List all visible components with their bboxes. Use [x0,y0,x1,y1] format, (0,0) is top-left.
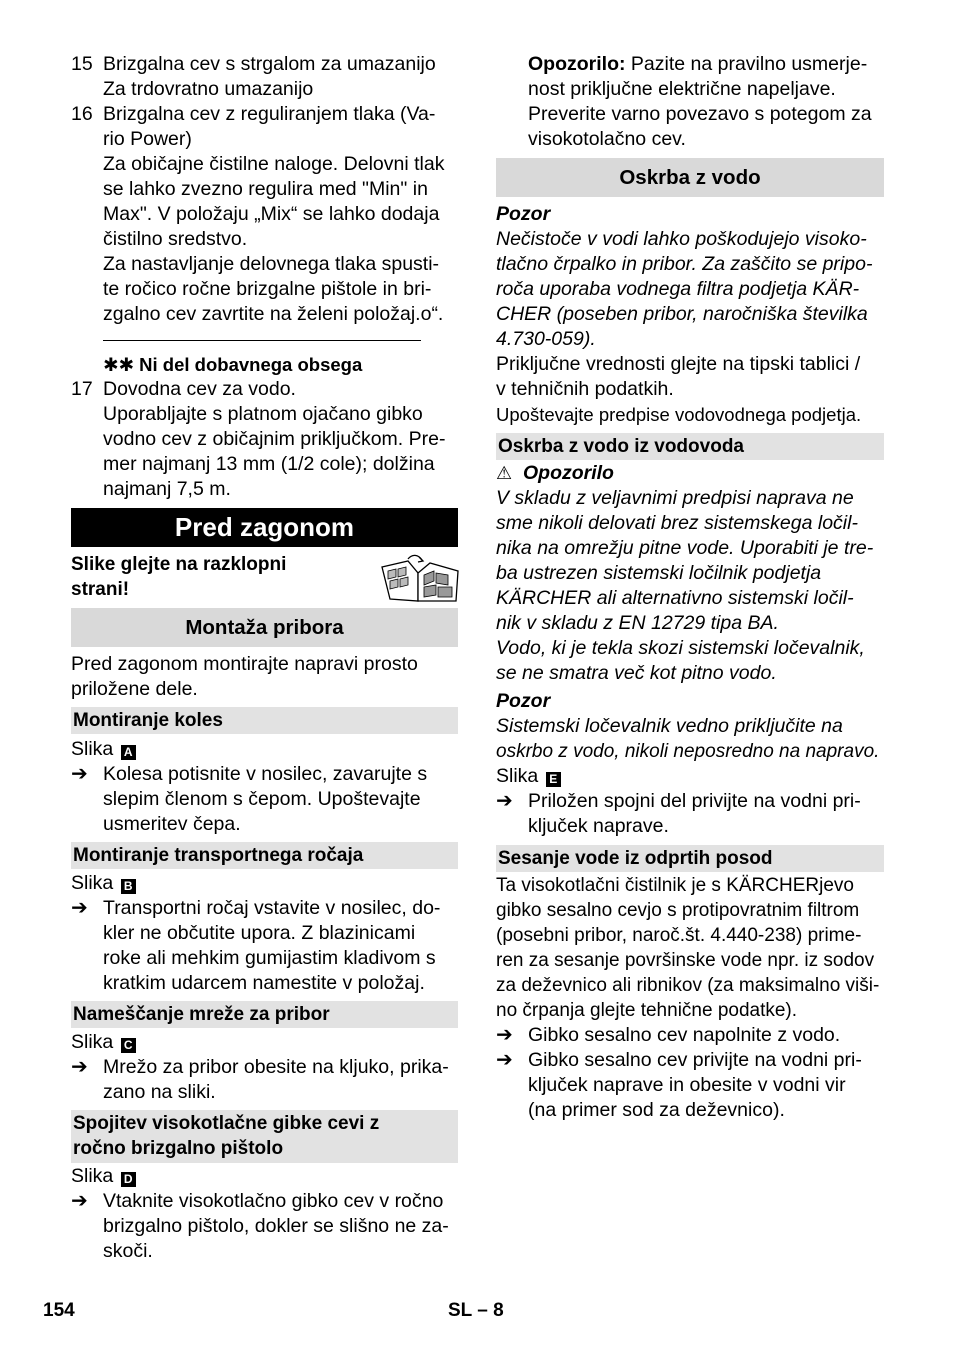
item-text: zgalno cev zavrtite na želeni položaj.o“. [103,303,444,325]
figure-letter-badge: B [121,879,136,894]
figure-ref-label: Slika [71,872,114,894]
instruction-line: kratkim udarcem namestite v položaj. [103,972,425,994]
arrow-right-icon: ➔ [496,1024,513,1046]
paragraph-line: gibko sesalno cevjo s protipovratnim filtrom [496,900,860,921]
paragraph-line: Pazite na pravilno usmerje- [630,53,868,75]
footnote-note [103,352,362,377]
item-text: Max". V položaju „Mix“ se lahko dodaja [103,203,440,225]
opozorilo-block-2 [496,461,873,686]
instruction-line: zano na sliki. [103,1081,216,1103]
item-text: vodno cev z običajnim priključkom. Pre- [103,428,446,450]
page-number: 154 [43,1300,75,1321]
figure-letter-badge: A [121,745,136,760]
item-text: Za običajne čistilne naloge. Delovni tlak [103,153,445,175]
figure-ref-b [71,871,136,896]
footnote-text: Ni del dobavnega obsega [139,354,363,375]
figure-ref-label: Slika [71,1165,114,1187]
heading-text: Spojitev visokotlačne gibke cevi z [73,1113,380,1134]
instruction-item [71,1189,449,1264]
instruction-line: roke ali mehkim gumijastim kladivom s [103,947,436,969]
paragraph-line: se ne smatra več kot pitno vodo. [496,662,777,684]
heading-montiranje-koles [71,707,458,734]
paragraph-line: CHER (poseben pribor, naročniška številka [496,303,868,325]
item-text: Za nastavljanje delovnega tlaka spusti- [103,253,440,275]
figure-letter-badge: C [121,1038,136,1053]
page-footer-label [448,1298,504,1323]
paragraph-line: 4.730-059). [496,328,596,350]
item-text: se lahko zvezno regulira med "Min" in [103,178,428,200]
heading-text: Montiranje transportnega ročaja [73,845,364,866]
instruction-item [496,1023,840,1048]
item-text: mer najmanj 13 mm (1/2 cole); dolžina [103,453,435,475]
pozor-block-1 [496,202,872,352]
instruction-item [496,1048,862,1123]
instruction-line: Gibko sesalno cev napolnite z vodo. [528,1024,841,1046]
item-text: te ročico ročne brizgalne pištole in bri- [103,278,432,300]
arrow-right-icon: ➔ [71,763,88,785]
instruction-line: kler ne občutite upora. Z blazinicami [103,922,416,944]
instruction-line: Gibko sesalno cev privijte na vodni pri- [528,1049,862,1071]
instruction-line: Priložen spojni del privijte na vodni pri- [528,790,861,812]
instruction-line: usmeritev čepa. [103,813,241,835]
see-pictures-note [71,552,286,602]
list-item-16 [71,102,458,327]
heading-sesanje [496,845,884,872]
heading-spojitev [71,1110,458,1163]
prikljucne-vrednosti [496,352,860,402]
instruction-line: brizgalno pištolo, dokler se slišno ne za- [103,1215,449,1237]
subsection-title: Montaža pribora [185,616,344,639]
paragraph-line: no črpanja glejte tehnične podatke). [496,1000,798,1021]
montaza-intro [71,652,418,702]
figure-ref-e [496,764,561,789]
figure-ref-label: Slika [496,765,539,787]
item-text: čistilno sredstvo. [103,228,248,250]
heading-text: Nameščanje mreže za pribor [73,1004,330,1025]
heading-montiranje-rocaja [71,842,458,869]
instruction-line: Mrežo za pribor obesite na kljuko, prika- [103,1056,449,1078]
separator-line [103,340,421,341]
note-line: strani! [71,579,130,600]
paragraph-line: roča uporaba vodnega filtra podjetja KÄR- [496,278,860,300]
list-item-17 [71,377,458,502]
paragraph-line: Nečistoče v vodi lahko poškodujejo visoko- [496,228,867,250]
open-manual-icon [378,553,460,605]
instruction-line: slepim členom s čepom. Upoštevajte [103,788,421,810]
paragraph-line: ren za sesanje površinske vode npr. iz sodov [496,950,875,971]
upostevajte-note [496,402,861,427]
instruction-item [71,896,440,996]
instruction-item [71,762,427,837]
paragraph-line: (posebni pribor, naroč.št. 4.440-238) prime- [496,925,862,946]
item-text: Za trdovratno umazanijo [103,78,314,100]
subsection-bar-montaza [71,608,458,647]
figure-letter-badge: E [546,772,561,787]
paragraph-line: Pred zagonom montirajte napravi prosto [71,653,418,675]
section-title: Pred zagonom [174,512,355,542]
arrow-right-icon: ➔ [71,1190,88,1212]
warning-triangle-icon: ⚠ [496,463,513,483]
figure-ref-label: Slika [71,1031,114,1053]
instruction-line: (na primer sod za deževnico). [528,1099,785,1121]
instruction-item [71,1055,449,1105]
section-page-number: 8 [493,1300,504,1321]
paragraph-line: Vodo, ki je tekla skozi sistemski ločevalnik, [496,637,865,659]
figure-ref-d [71,1164,136,1189]
paragraph-line: tlačno črpalko in pribor. Za zaščito se pripo- [496,253,873,275]
item-text: Uporabljajte s platnom ojačano gibko [103,403,423,425]
arrow-right-icon: ➔ [496,1049,513,1071]
item-text: Brizgalna cev s strgalom za umazanijo [103,53,436,75]
figure-ref-label: Slika [71,738,114,760]
paragraph-line: oskrbo z vodo, nikoli neposredno na napravo. [496,741,880,762]
language-code: SL [448,1300,472,1321]
item-text: Dovodna cev za vodo. [103,378,296,400]
list-item-15 [71,52,458,102]
warning-label: Opozorilo: [528,53,626,75]
paragraph-line: V skladu z veljavnimi predpisi naprava ne [496,487,854,509]
paragraph-line: Upoštevajte predpise vodovodnega podjetja. [496,404,862,425]
sesanje-paragraph [496,873,879,1023]
item-text: rio Power) [103,128,192,150]
paragraph-line: Ta visokotlačni čistilnik je s KÄRCHERjevo [496,875,854,896]
heading-text: Montiranje koles [73,710,223,731]
subsection-title: Oskrba z vodo [619,166,761,189]
opozorilo-block [528,52,872,152]
paragraph-line: nost priključne električne napeljave. [528,78,836,100]
instruction-item [496,789,861,839]
double-star-icon: ✱✱ [103,354,135,375]
heading-text: ročno brizgalno pištolo [73,1138,284,1159]
heading-namescanje-mreze [71,1001,458,1028]
paragraph-line: ba ustrezen sistemski ločilnik podjetja [496,562,822,584]
pozor-block-2 [496,689,879,764]
item-number: 17 [71,378,93,400]
arrow-right-icon: ➔ [496,790,513,812]
footer-separator: – [477,1300,488,1321]
instruction-line: Transportni ročaj vstavite v nosilec, do- [103,897,441,919]
paragraph-line: Sistemski ločevalnik vedno priključite na [496,715,843,737]
instruction-line: Kolesa potisnite v nosilec, zavarujte s [103,763,428,785]
instruction-line: ključek naprave. [528,815,669,837]
paragraph-line: nik v skladu z EN 12729 tipa BA. [496,612,779,634]
paragraph-line: priložene dele. [71,678,198,700]
heading-text: Sesanje vode iz odprtih posod [498,848,773,869]
paragraph-line: Preverite varno povezavo s potegom za [528,103,872,125]
arrow-right-icon: ➔ [71,897,88,919]
paragraph-line: sme nikoli delovati brez sistemskega ločil- [496,512,858,534]
subsection-bar-oskrba [496,158,884,197]
item-number: 16 [71,103,93,125]
section-title-bar [71,508,458,547]
heading-text: Oskrba z vodo iz vodovoda [498,436,744,457]
paragraph-line: Priključne vrednosti glejte na tipski tablici / [496,353,861,375]
paragraph-line: nika na omrežju pitne vode. Uporabiti je tre- [496,537,874,559]
instruction-line: Vtaknite visokotlačno gibko cev v ročno [103,1190,444,1212]
item-text: najmanj 7,5 m. [103,478,231,500]
instruction-line: skoči. [103,1240,153,1262]
warning-label: Opozorilo [522,462,614,484]
figure-ref-c [71,1030,136,1055]
caution-label: Pozor [496,690,551,712]
note-line: Slike glejte na razklopni [71,554,287,575]
figure-ref-a [71,737,136,762]
figure-letter-badge: D [121,1172,136,1187]
item-number: 15 [71,53,93,75]
heading-oskrba-vodovod [496,433,884,460]
paragraph-line: v tehničnih podatkih. [496,378,674,400]
paragraph-line: KÄRCHER ali alternativno sistemski ločil- [496,587,854,609]
item-text: Brizgalna cev z reguliranjem tlaka (Va- [103,103,436,125]
instruction-line: ključek naprave in obesite v vodni vir [528,1074,846,1096]
paragraph-line: visokotolačno cev. [528,128,686,150]
paragraph-line: za deževnico ali ribnikov (za maksimalno viši- [496,975,880,996]
arrow-right-icon: ➔ [71,1056,88,1078]
caution-label: Pozor [496,203,551,225]
